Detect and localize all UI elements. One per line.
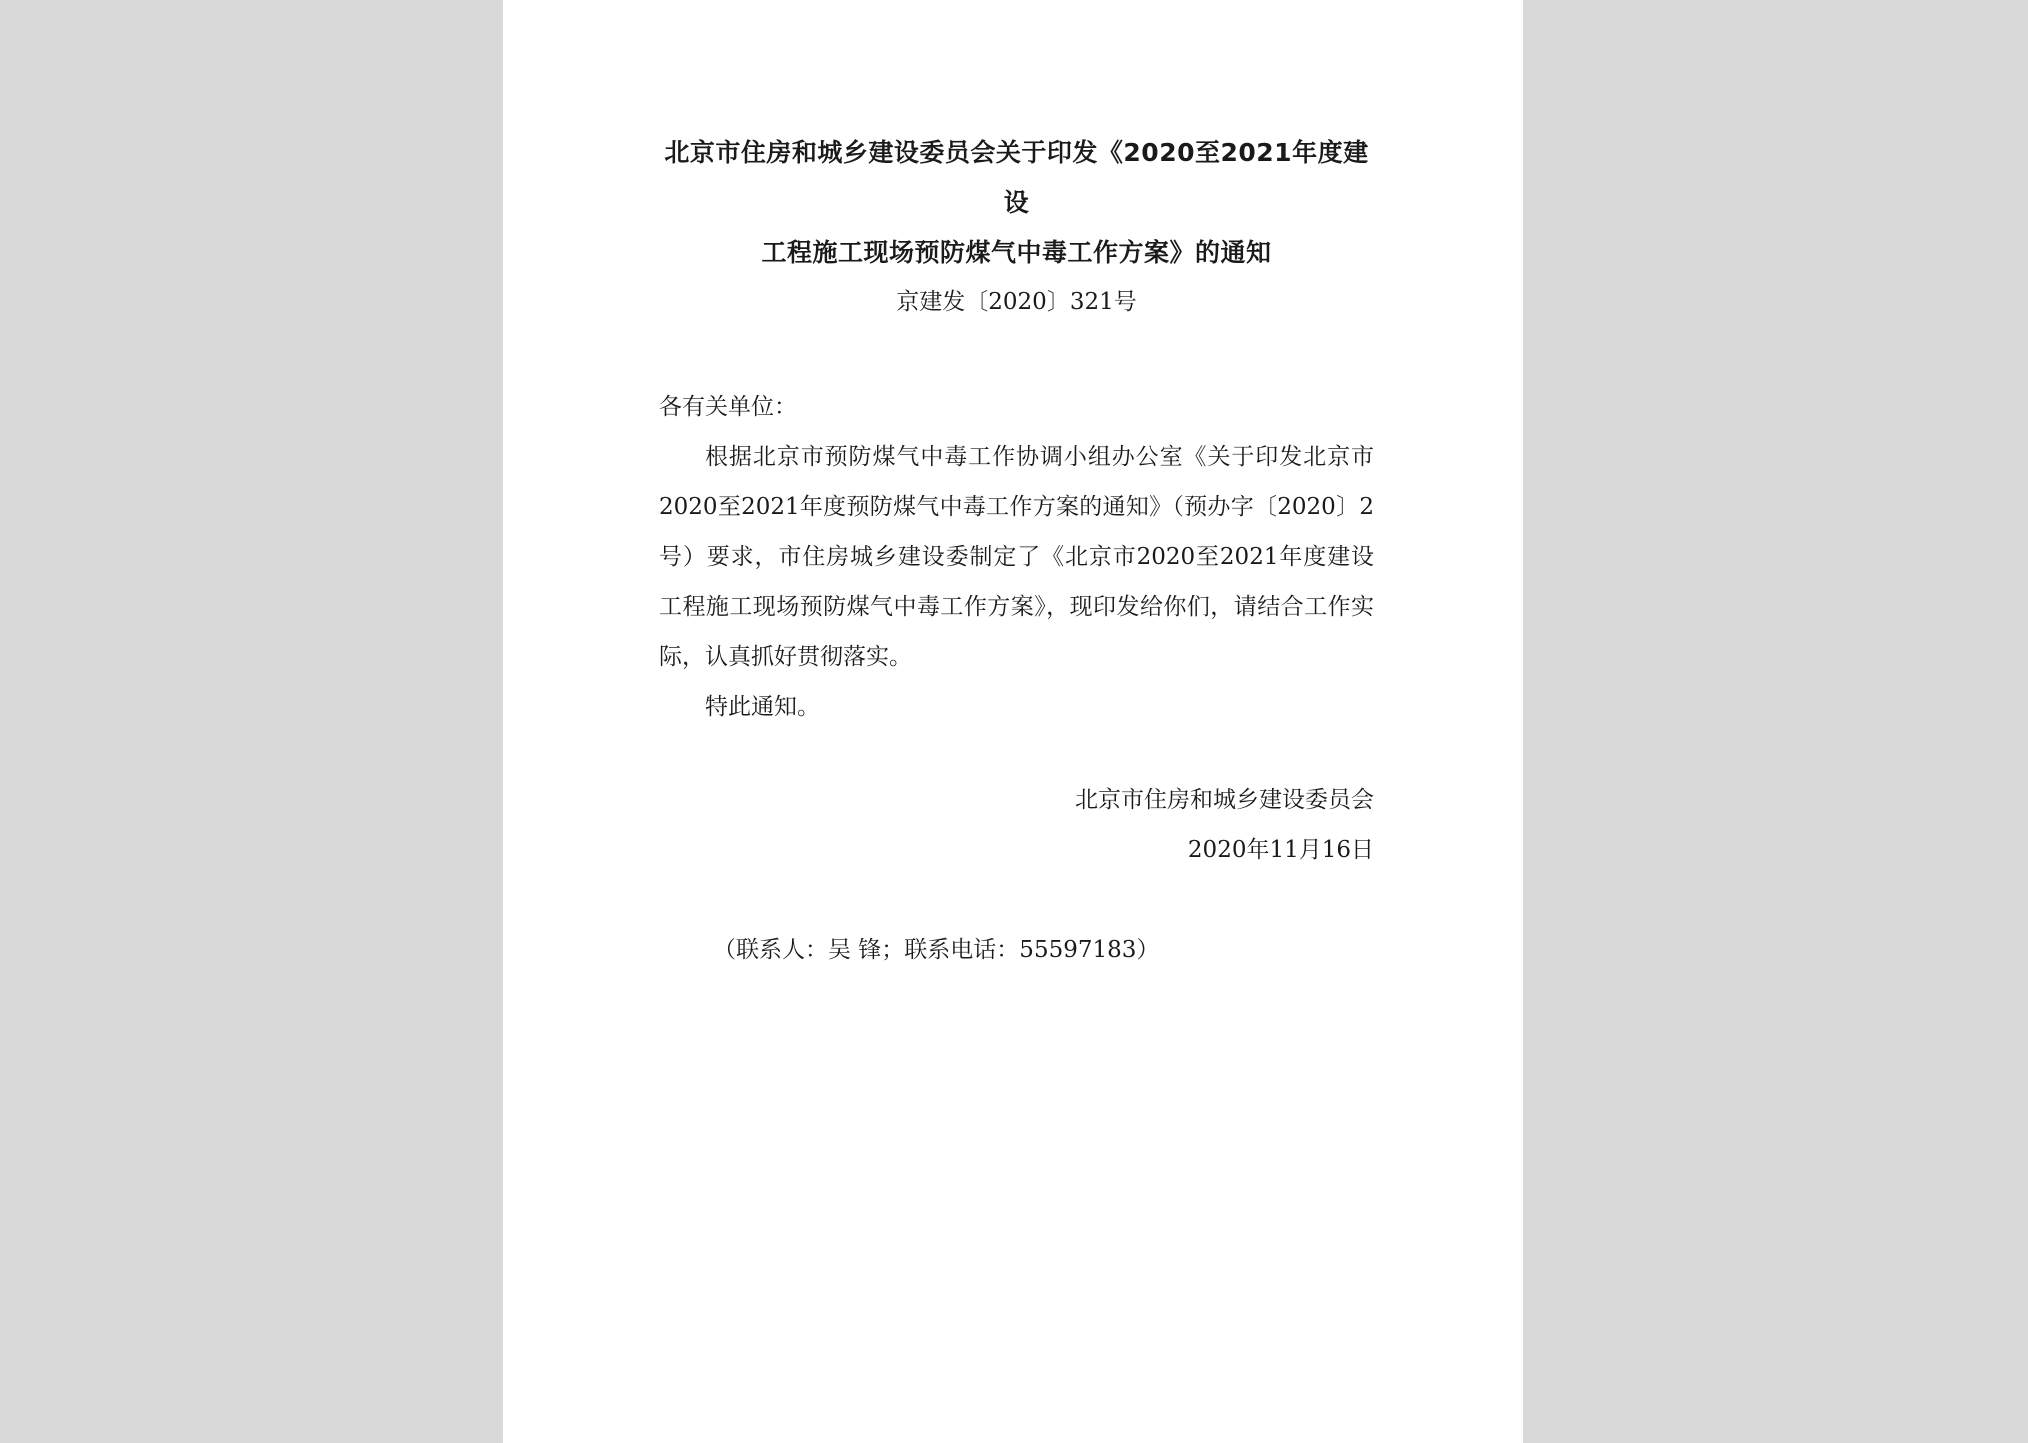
signature-block [659, 775, 1374, 875]
body-paragraph-2: 特此通知。 [705, 694, 820, 720]
title-line-1: 北京市住房和城乡建设委员会关于印发《2020至2021年度建设 [664, 138, 1369, 217]
signature-date: 2020年11月16日 [1187, 837, 1374, 863]
document-title [659, 128, 1374, 278]
signature-organization: 北京市住房和城乡建设委员会 [1075, 787, 1374, 813]
document-number: 京建发〔2020〕321号 [896, 289, 1137, 315]
salutation: 各有关单位： [659, 394, 797, 420]
document-body [659, 382, 1374, 732]
contact-info: （联系人：吴 锋；联系电话：55597183） [713, 937, 1160, 963]
body-paragraph-1: 根据北京市预防煤气中毒工作协调小组办公室《关于印发北京市2020至2021年度预防煤气中毒工作方案的通知》（预办字〔2020〕2号）要求，市住房城乡建设委制定了《北京市2020至2021年度建设工程施工现场预防煤气中毒工作方案》，现印发给你们，请结合工作实际，认真抓好贯彻落实。 [659, 444, 1374, 670]
title-line-2: 工程施工现场预防煤气中毒工作方案》的通知 [761, 238, 1272, 267]
document-page [503, 0, 1523, 1443]
